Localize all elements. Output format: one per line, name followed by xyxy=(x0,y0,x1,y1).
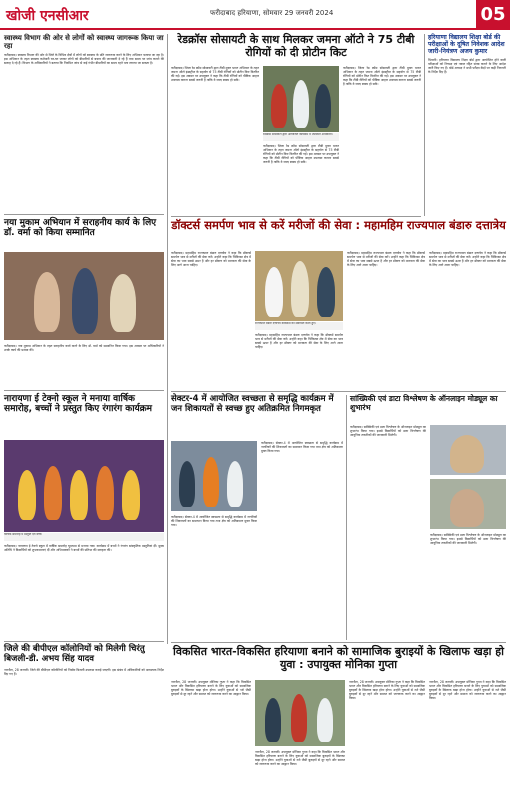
headline: हरियाणा विद्यालय शिक्षा बोर्ड की परीक्षाओं के दूषित निवेशक आदेश जारी-नियंत्रण अजय कुमार xyxy=(428,34,505,56)
headline: नारायणा ई टेक्नो स्कूल ने मनाया वार्षिक समारोह, बच्चों ने प्रस्तुत किए रंगारंग कार्यक्रम xyxy=(4,394,153,415)
article-board-exams xyxy=(428,34,506,216)
article-sector4 xyxy=(171,395,343,640)
module-photo-2 xyxy=(430,479,506,529)
module-photo-1 xyxy=(430,425,506,475)
page-number: 05 xyxy=(476,0,510,30)
article-body-cont: फरीदाबाद। महामहिम राज्यपाल बंडारु दत्तात्रेय ने कहा कि डॉक्टर्स समर्पण भाव से मरीजों की सेवा करें। उन्होंने कहा कि चिकित्सा क्षेत्र में सेवा का भाव सबसे ऊपर है और हर डॉक्टर को मानवता की सेवा के लिए आगे आना चाहिए। xyxy=(255,333,343,349)
feature-headline: डॉक्टर्स समर्पण भाव से करें मरीजों की सेवा : महामहिम राज्यपाल बंडारु दत्तात्रेय xyxy=(171,218,506,232)
school-photo xyxy=(4,440,164,532)
newspaper-name: खोजी एनसीआर xyxy=(6,8,89,24)
divider xyxy=(171,391,506,392)
article-statistics-module xyxy=(350,395,506,640)
youth-photo xyxy=(255,680,345,746)
article-body-cont-2: नारनौल, 28 जनवरी। उपायुक्त मोनिका गुप्ता ने कहा कि विकसित भारत और विकसित हरियाणा बनाने के लिए युवाओं को सामाजिक बुराइयों के खिलाफ खड़ा होना होगा। उन्होंने युवाओं से नशे जैसी बुराइयों से दूर रहने और समाज को जागरूक करने का आह्वान किया। xyxy=(349,680,425,700)
divider xyxy=(171,642,506,643)
headline: स्वास्थ्य विभाग की ओर से लोगों को स्वास्थ्य जागरूक किया जा रहा xyxy=(4,34,164,51)
article-body: फरीदाबाद। नारायणा ई टेक्नो स्कूल में वार्षिक समारोह धूमधाम से मनाया गया। कार्यक्रम में बच्चों ने रंगारंग सांस्कृतिक प्रस्तुतियां दीं। मुख्य अतिथि ने विद्यार्थियों को शुभकामनाएं दीं और अभिभावकों ने बच्चों की प्रतिभा की सराहना की। xyxy=(4,544,164,552)
column-divider xyxy=(346,395,347,640)
article-body: नारनौल, 28 जनवरी। जिले की बीपीएल कॉलोनियों को निर्बाध बिजली उपलब्ध कराई जाएगी। इस संबंध में अधिकारियों को आवश्यक निर्देश दिए गए हैं। xyxy=(4,667,164,676)
photo-caption: रेडक्रॉस सोसायटी द्वारा आयोजित कार्यक्रम में उपस्थित अधिकारी। xyxy=(263,133,339,141)
headline: जिले की बीपीएल कॉलोनियों को मिलेगी चिरंतु बिजली-डी. अभय सिंह यादव xyxy=(4,644,145,664)
article-body: फरीदाबाद। महामहिम राज्यपाल बंडारु दत्तात्रेय ने कहा कि डॉक्टर्स समर्पण भाव से मरीजों की सेवा करें। उन्होंने कहा कि चिकित्सा क्षेत्र में सेवा का भाव सबसे ऊपर है और हर डॉक्टर को मानवता की सेवा के लिए आगे आना चाहिए। xyxy=(171,251,251,267)
divider xyxy=(4,214,164,215)
article-body: फरीदाबाद। जिला रेड क्रॉस सोसायटी द्वारा टीबी मुक्त भारत अभियान के तहत जमना ऑटो इंडस्ट्रीज के सहयोग से 75 टीबी रोगियों को प्रोटीन किट वितरित की गई। इस अवसर पर उपायुक्त ने कहा कि टीबी रोगियों को पौष्टिक आहार उपलब्ध कराना सबसे जरूरी है ताकि वे जल्द स्वस्थ हो सकें। xyxy=(171,66,259,82)
article-body-cont-3: फरीदाबाद। महामहिम राज्यपाल बंडारु दत्तात्रेय ने कहा कि डॉक्टर्स समर्पण भाव से मरीजों की सेवा करें। उन्होंने कहा कि चिकित्सा क्षेत्र में सेवा का भाव सबसे ऊपर है और हर डॉक्टर को मानवता की सेवा के लिए आगे आना चाहिए। xyxy=(429,251,506,267)
article-body-cont: फरीदाबाद। सांख्यिकी एवं डाटा विश्लेषण के ऑनलाइन मोड्यूल का शुभारंभ किया गया। इससे विद्यार्थियों को डाटा विश्लेषण की आधुनिक तकनीकों की जानकारी मिलेगी। xyxy=(430,533,506,545)
article-body-cont: फरीदाबाद। जिला रेड क्रॉस सोसायटी द्वारा टीबी मुक्त भारत अभियान के तहत जमना ऑटो इंडस्ट्रीज के सहयोग से 75 टीबी रोगियों को प्रोटीन किट वितरित की गई। इस अवसर पर उपायुक्त ने कहा कि टीबी रोगियों को पौष्टिक आहार उपलब्ध कराना सबसे जरूरी है ताकि वे जल्द स्वस्थ हो सकें। xyxy=(263,144,339,164)
column-divider xyxy=(424,34,425,216)
article-body-cont-3: नारनौल, 28 जनवरी। उपायुक्त मोनिका गुप्ता ने कहा कि विकसित भारत और विकसित हरियाणा बनाने के लिए युवाओं को सामाजिक बुराइयों के खिलाफ खड़ा होना होगा। उन्होंने युवाओं से नशे जैसी बुराइयों से दूर रहने और समाज को जागरूक करने का आह्वान किया। xyxy=(429,680,506,700)
article-body-cont: फरीदाबाद। सेक्टर-4 में आयोजित स्वच्छता से समृद्धि कार्यक्रम में नागरिकों की शिकायतों का समाधान किया गया तथा क्षेत्र को अतिक्रमण मुक्त किया गया। xyxy=(261,441,343,453)
article-body-cont: नारनौल, 28 जनवरी। उपायुक्त मोनिका गुप्ता ने कहा कि विकसित भारत और विकसित हरियाणा बनाने के लिए युवाओं को सामाजिक बुराइयों के खिलाफ खड़ा होना होगा। उन्होंने युवाओं से नशे जैसी बुराइयों से दूर रहने और समाज को जागरूक करने का आह्वान किया। xyxy=(255,750,345,766)
article-youth-social-evils xyxy=(171,646,506,796)
article-redcross xyxy=(171,34,421,214)
divider xyxy=(4,390,164,391)
article-body: फरीदाबाद। नया मुकाम अभियान के तहत सराहनीय कार्य करने के लिए डॉ. वर्मा को सम्मानित किया गया। इस अवसर पर अधिकारियों ने उनके कार्य की प्रशंसा की। xyxy=(4,344,164,352)
article-body: फरीदाबाद। सेक्टर-4 में आयोजित स्वच्छता से समृद्धि कार्यक्रम में नागरिकों की शिकायतों का समाधान किया गया तथा क्षेत्र को अतिक्रमण मुक्त किया गया। xyxy=(171,515,257,527)
lead-headline: रेडक्रॉस सोसायटी के साथ मिलकर जमना ऑटो ने 75 टीबी रोगियों को दी प्रोटीन किट xyxy=(177,33,415,59)
redcross-photo xyxy=(263,66,339,132)
article-health-awareness xyxy=(4,34,164,212)
article-school-function xyxy=(4,394,164,639)
article-body-cont-2: फरीदाबाद। महामहिम राज्यपाल बंडारु दत्तात्रेय ने कहा कि डॉक्टर्स समर्पण भाव से मरीजों की सेवा करें। उन्होंने कहा कि चिकित्सा क्षेत्र में सेवा का भाव सबसे ऊपर है और हर डॉक्टर को मानवता की सेवा के लिए आगे आना चाहिए। xyxy=(347,251,425,267)
photo-caption: वार्षिक समारोह में प्रस्तुति देते बच्चे। xyxy=(4,533,164,541)
sector4-photo xyxy=(171,441,257,511)
article-body: भिवानी। हरियाणा विद्यालय शिक्षा बोर्ड द्वारा आयोजित होने वाली परीक्षाओं को निष्पक्ष एवं नकल रहित संपन्न कराने के लिए आदेश जारी किए गए हैं। बोर्ड अध्यक्ष ने सभी परीक्षा केंद्रों पर कड़ी निगरानी के निर्देश दिए हैं। xyxy=(428,58,506,75)
bottom-headline: विकसित भारत-विकसित हरियाणा बनाने को सामाजिक बुराइयों के खिलाफ खड़ा हो युवा : उपायुक्त मोनिका गुप्ता xyxy=(173,645,504,671)
article-governor xyxy=(171,219,506,389)
edition-info: फरीदाबाद हरियाणा, सोमवार 29 जनवरी 2024 xyxy=(210,9,334,17)
governor-photo xyxy=(255,251,343,321)
divider xyxy=(171,216,421,217)
divider xyxy=(4,641,164,642)
photo-caption: राज्यपाल बंडारु दत्तात्रेय कार्यक्रम को संबोधित करते हुए। xyxy=(255,322,343,330)
masthead xyxy=(0,0,510,30)
article-body-cont-2: फरीदाबाद। जिला रेड क्रॉस सोसायटी द्वारा टीबी मुक्त भारत अभियान के तहत जमना ऑटो इंडस्ट्रीज के सहयोग से 75 टीबी रोगियों को प्रोटीन किट वितरित की गई। इस अवसर पर उपायुक्त ने कहा कि टीबी रोगियों को पौष्टिक आहार उपलब्ध कराना सबसे जरूरी है ताकि वे जल्द स्वस्थ हो सकें। xyxy=(343,66,421,86)
article-award xyxy=(4,218,164,388)
award-photo xyxy=(4,252,164,340)
article-body: नारनौल, 28 जनवरी। उपायुक्त मोनिका गुप्ता ने कहा कि विकसित भारत और विकसित हरियाणा बनाने के लिए युवाओं को सामाजिक बुराइयों के खिलाफ खड़ा होना होगा। उन्होंने युवाओं से नशे जैसी बुराइयों से दूर रहने और समाज को जागरूक करने का आह्वान किया। xyxy=(171,680,251,696)
article-body: फरीदाबाद। स्वास्थ्य विभाग की ओर से जिले के विभिन्न क्षेत्रों में लोगों को स्वास्थ्य के प्रति जागरूक करने के लिए अभियान चलाया जा रहा है। इस अभियान के तहत स्वास्थ्य कर्मचारी घर-घर जाकर लोगों को बीमारियों से बचाव की जानकारी दे रहे हैं तथा समय पर जांच कराने की सलाह दे रहे हैं। विभाग के अधिकारियों ने बताया कि नियमित जांच से कई गंभीर बीमारियों का समय रहते पता लगाया जा सकता है। xyxy=(4,53,164,66)
headline: सेक्टर-4 में आयोजित स्वच्छता से समृद्धि कार्यक्रम में जन शिकायतों से स्वच्छ हुए अतिक्रमित निगमकृत xyxy=(171,394,334,414)
headline: नया मुकाम अभियान में सराहनीय कार्य के लिए डॉ. वर्मा को किया सम्मानित xyxy=(4,218,157,239)
article-bpl-electricity xyxy=(4,645,164,795)
column-divider xyxy=(167,34,168,644)
headline: सांख्यिकी एवं डाटा विश्लेषण के ऑनलाइन मोड्यूल का शुभारंभ xyxy=(350,394,498,412)
article-body: फरीदाबाद। सांख्यिकी एवं डाटा विश्लेषण के ऑनलाइन मोड्यूल का शुभारंभ किया गया। इससे विद्यार्थियों को डाटा विश्लेषण की आधुनिक तकनीकों की जानकारी मिलेगी। xyxy=(350,425,426,437)
